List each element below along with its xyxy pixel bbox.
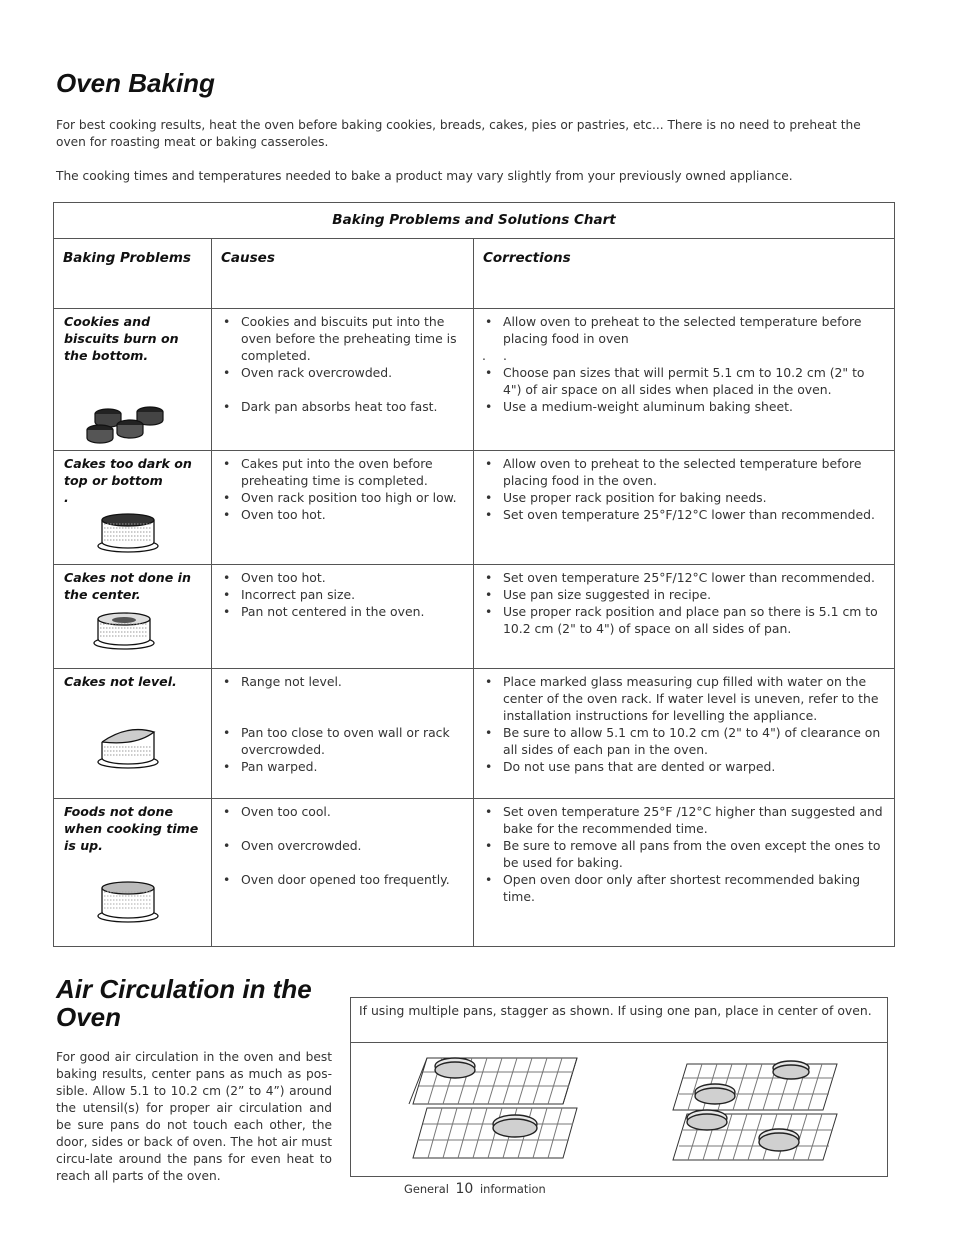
correction-item: • Allow oven to preheat to the selected temperature before placing food in oven: [482, 313, 886, 347]
air-heading-line-1: Air Circulation in the: [56, 974, 312, 1004]
cause-item: • Pan too close to oven wall or rack overcrowded.: [220, 724, 465, 758]
table-row: [54, 451, 895, 565]
cause-item: • Oven rack overcrowded.: [220, 364, 465, 381]
correction-item: • Set oven temperature 25°F/12°C lower than recommended.: [482, 506, 886, 523]
cause-item: • Oven door opened too frequently.: [220, 871, 465, 888]
correction-item: • Choose pan sizes that will permit 5.1 cm to 10.2 cm (2" to 4") of air space on all sides when placed in the oven.: [482, 364, 886, 398]
cake-not-done-icon: [92, 605, 203, 655]
cause-item: • Oven rack position too high or low.: [220, 489, 465, 506]
correction-item: • Use pan size suggested in recipe.: [482, 586, 886, 603]
problem-label: Cakes not level.: [64, 674, 177, 689]
cause-item: • Oven too hot.: [220, 569, 465, 586]
correction-item: • Use proper rack position for baking needs.: [482, 489, 886, 506]
footer-right: information: [479, 1182, 546, 1196]
two-rack-two-pans-icon: [407, 1052, 581, 1172]
cause-item: • Pan not centered in the oven.: [220, 603, 465, 620]
baking-problems-table: [53, 202, 895, 947]
cause-item: • Range not level.: [220, 673, 465, 690]
air-heading-line-2: Oven: [56, 1002, 122, 1032]
cake-dark-icon: [96, 508, 203, 558]
cake-undercooked-icon: [96, 878, 203, 928]
cause-item: • Pan warped.: [220, 758, 465, 775]
correction-item: • Use a medium-weight aluminum baking sheet.: [482, 398, 886, 415]
problem-label: Cakes too dark on top or bottom: [64, 456, 192, 488]
column-header-corrections: Corrections: [474, 239, 895, 309]
cause-item: • Oven too hot.: [220, 506, 465, 523]
problem-label: Cookies and biscuits burn on the bottom.: [64, 314, 179, 363]
correction-item: • Do not use pans that are dented or warped.: [482, 758, 886, 775]
cause-item: • Cookies and biscuits put into the oven before the preheating time is completed.: [220, 313, 465, 364]
correction-item: • Be sure to allow 5.1 cm to 10.2 cm (2" to 4") of clearance on all sides of each pan in the oven.: [482, 724, 886, 758]
table-row: [54, 565, 895, 669]
correction-item: . .: [482, 347, 886, 364]
cause-item: • Cakes put into the oven before preheating time is completed.: [220, 455, 465, 489]
rack-diagram-box: [350, 997, 888, 1177]
table-row: [54, 309, 895, 451]
two-rack-four-pans-icon: [667, 1052, 841, 1172]
problem-label: Cakes not done in the center.: [64, 570, 191, 602]
page-title: Oven Baking: [56, 68, 215, 98]
cause-item: • Oven too cool.: [220, 803, 465, 820]
air-body: For good air circulation in the oven and best baking results, center pans as much as pos-sible. Allow 5.1 to 10.2 cm (2” to 4”) around the utensil(s) for proper air circulation and be sure pans do not touch each other, the door, sides or back of oven. The hot air must circu-late around the pans for even heat to reach all parts of the oven.: [56, 1050, 332, 1183]
column-header-problems: Baking Problems: [54, 239, 212, 309]
table-row: [54, 669, 895, 799]
table-row: [54, 799, 895, 947]
correction-item: • Place marked glass measuring cup filled with water on the center of the oven rack. If water level is uneven, refer to the installation instructions for levelling the appliance.: [482, 673, 886, 724]
divider: [351, 1042, 887, 1043]
intro-paragraph-1: For best cooking results, heat the oven before baking cookies, breads, cakes, pies or pastries, etc... There is no need to preheat the oven for roasting meat or baking casseroles.: [56, 118, 861, 149]
table-title: Baking Problems and Solutions Chart: [54, 203, 895, 239]
cookies-icon: [84, 400, 203, 450]
correction-item: • Be sure to remove all pans from the oven except the ones to be used for baking.: [482, 837, 886, 871]
problem-label: Foods not done when cooking time is up.: [64, 804, 199, 853]
problem-label-extra: .: [64, 490, 69, 505]
correction-item: • Set oven temperature 25°F /12°C higher than suggested and bake for the recommended time.: [482, 803, 886, 837]
cause-item: • Incorrect pan size.: [220, 586, 465, 603]
correction-item: • Allow oven to preheat to the selected temperature before placing food in the oven.: [482, 455, 886, 489]
correction-item: • Use proper rack position and place pan so there is 5.1 cm to 10.2 cm (2" to 4") of space on all sides of pan.: [482, 603, 886, 637]
footer-left: General: [404, 1182, 449, 1196]
rack-note: If using multiple pans, stagger as shown. If using one pan, place in center of oven.: [359, 1003, 872, 1018]
correction-item: • Open oven door only after shortest recommended baking time.: [482, 871, 886, 905]
cause-item: • Dark pan absorbs heat too fast.: [220, 398, 465, 415]
column-header-causes: Causes: [212, 239, 474, 309]
cake-not-level-icon: [96, 724, 203, 774]
page-footer: [404, 1181, 546, 1197]
intro-paragraph-2: The cooking times and temperatures needed to bake a product may vary slightly from your previously owned appliance.: [56, 169, 793, 183]
correction-item: • Set oven temperature 25°F/12°C lower than recommended.: [482, 569, 886, 586]
cause-item: • Oven overcrowded.: [220, 837, 465, 854]
page-number: 10: [455, 1181, 474, 1197]
